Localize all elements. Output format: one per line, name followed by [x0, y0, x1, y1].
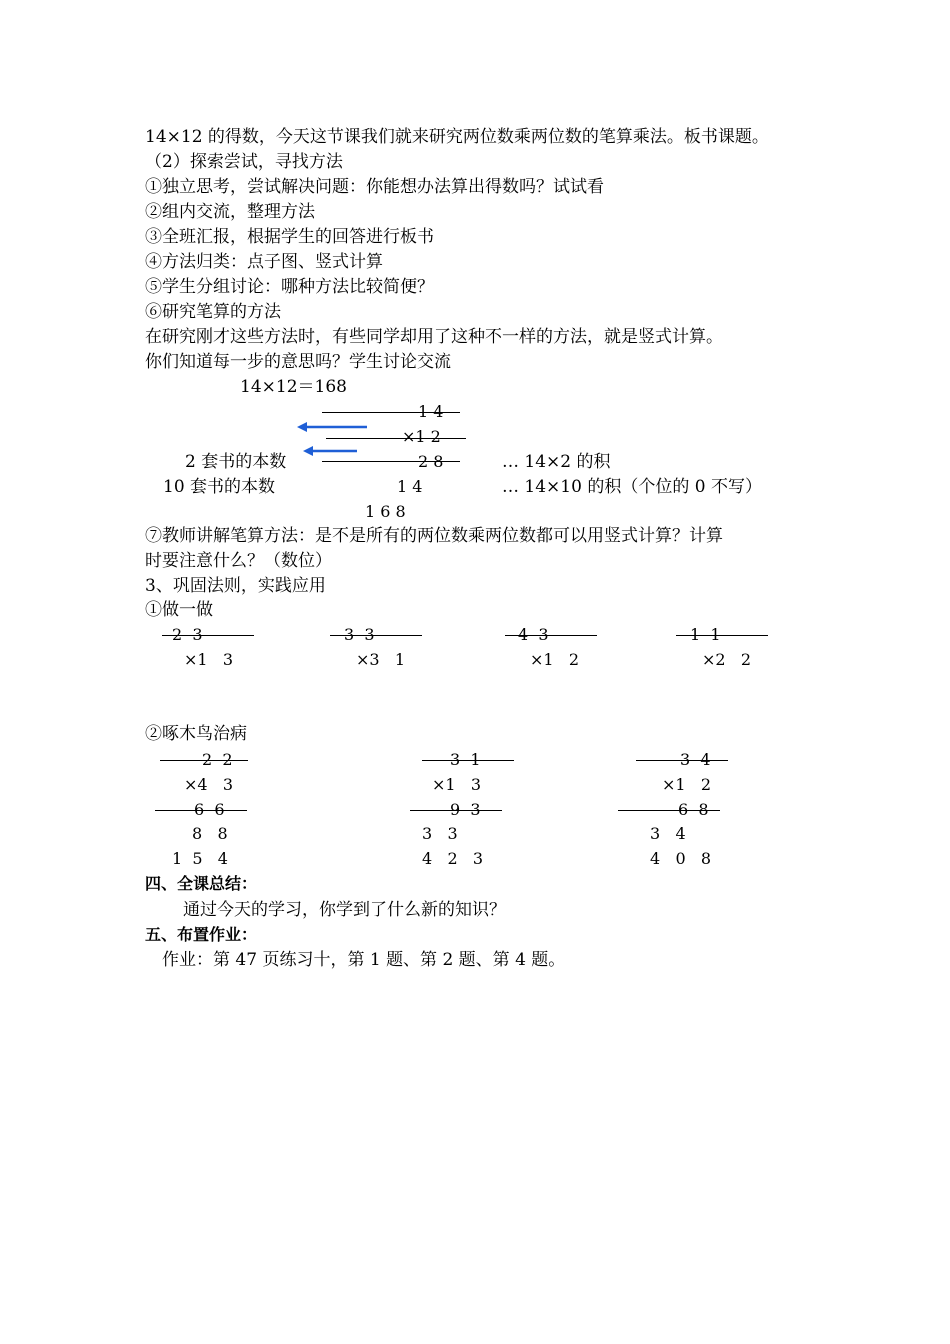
problem-1-bottom: ×1 3	[184, 650, 234, 669]
label-10-sets: 10 套书的本数	[163, 477, 276, 497]
correction-3-multiplier: ×1 2	[662, 775, 712, 794]
strike-line	[322, 412, 460, 413]
problem-1-top: 2 3	[172, 625, 203, 644]
example-partial-2: 1 4	[397, 477, 423, 496]
strike-line	[676, 635, 768, 636]
correction-1-partial-1: 6 6	[194, 800, 225, 819]
example-multiplicand: 1 4	[418, 402, 444, 421]
correction-2-multiplier: ×1 3	[432, 775, 482, 794]
correction-1-partial-2: 8 8	[192, 824, 228, 843]
strike-line	[422, 760, 514, 761]
correction-3-partial-1: 6 8	[678, 800, 709, 819]
step-2: ②组内交流，整理方法	[145, 202, 315, 222]
step-1: ①独立思考，尝试解决问题：你能想办法算出得数吗？试试看	[145, 177, 604, 197]
step-4: ④方法归类：点子图、竖式计算	[145, 252, 383, 272]
problem-2-bottom: ×3 1	[356, 650, 406, 669]
problem-4-bottom: ×2 2	[702, 650, 752, 669]
strike-line	[330, 635, 422, 636]
note-2: … 14×10 的积（个位的 0 不写）	[502, 477, 762, 497]
strike-line	[160, 760, 248, 761]
problem-4-top: 1 1	[690, 625, 721, 644]
example-partial-1: 2 8	[418, 452, 444, 471]
paragraph-1: 在研究刚才这些方法时，有些同学却用了这种不一样的方法，就是竖式计算。	[145, 327, 723, 347]
intro-line-2: （2）探索尝试，寻找方法	[145, 152, 343, 172]
step-5: ⑤学生分组讨论：哪种方法比较简便？	[145, 277, 434, 297]
strike-line	[410, 810, 502, 811]
product-line	[326, 438, 466, 439]
problem-3-bottom: ×1 2	[530, 650, 580, 669]
correction-2-result: 4 2 3	[422, 849, 484, 868]
step-7-line-1: ⑦教师讲解笔算方法：是不是所有的两位数乘两位数都可以用竖式计算？计算	[145, 526, 723, 546]
example-result: 1 6 8	[365, 502, 406, 521]
strike-line	[505, 635, 597, 636]
correction-1-top: 2 2	[202, 750, 233, 769]
arrow-icon	[295, 418, 375, 464]
section-4-heading: 四、全课总结：	[145, 874, 258, 893]
correction-3-result: 4 0 8	[650, 849, 712, 868]
correction-1-multiplier: ×4 3	[184, 775, 234, 794]
correction-3-top: 3 4	[680, 750, 711, 769]
strike-line	[322, 461, 460, 462]
strike-line	[636, 760, 728, 761]
step-3: ③全班汇报，根据学生的回答进行板书	[145, 227, 434, 247]
problem-2-top: 3 3	[344, 625, 375, 644]
problem-3-top: 4 3	[518, 625, 549, 644]
example-equation: 14×12＝168	[240, 377, 347, 397]
section-4-text: 通过今天的学习，你学到了什么新的知识？	[183, 900, 506, 920]
example-multiplier: ×1 2	[402, 427, 441, 446]
strike-line	[618, 810, 720, 811]
strike-line	[155, 810, 247, 811]
intro-line-1: 14×12 的得数，今天这节课我们就来研究两位数乘两位数的笔算乘法。板书课题。	[145, 127, 769, 147]
correction-2-partial-2: 3 3	[422, 824, 458, 843]
strike-line	[162, 635, 254, 636]
practice-heading: ①做一做	[145, 600, 213, 620]
paragraph-2: 你们知道每一步的意思吗？学生讨论交流	[145, 352, 451, 372]
label-2-sets: 2 套书的本数	[185, 452, 287, 472]
correction-3-partial-2: 3 4	[650, 824, 686, 843]
section-5-heading: 五、布置作业：	[145, 925, 258, 944]
correction-heading: ②啄木鸟治病	[145, 724, 247, 744]
correction-2-partial-1: 9 3	[450, 800, 481, 819]
section-5-text: 作业：第 47 页练习十，第 1 题、第 2 题、第 4 题。	[162, 950, 566, 970]
correction-2-top: 3 1	[450, 750, 481, 769]
note-1: … 14×2 的积	[502, 452, 611, 472]
step-6: ⑥研究笔算的方法	[145, 302, 281, 322]
section-3-heading: 3、巩固法则，实践应用	[145, 576, 326, 596]
correction-1-result: 1 5 4	[172, 849, 228, 868]
step-7-line-2: 时要注意什么？（数位）	[145, 551, 332, 571]
